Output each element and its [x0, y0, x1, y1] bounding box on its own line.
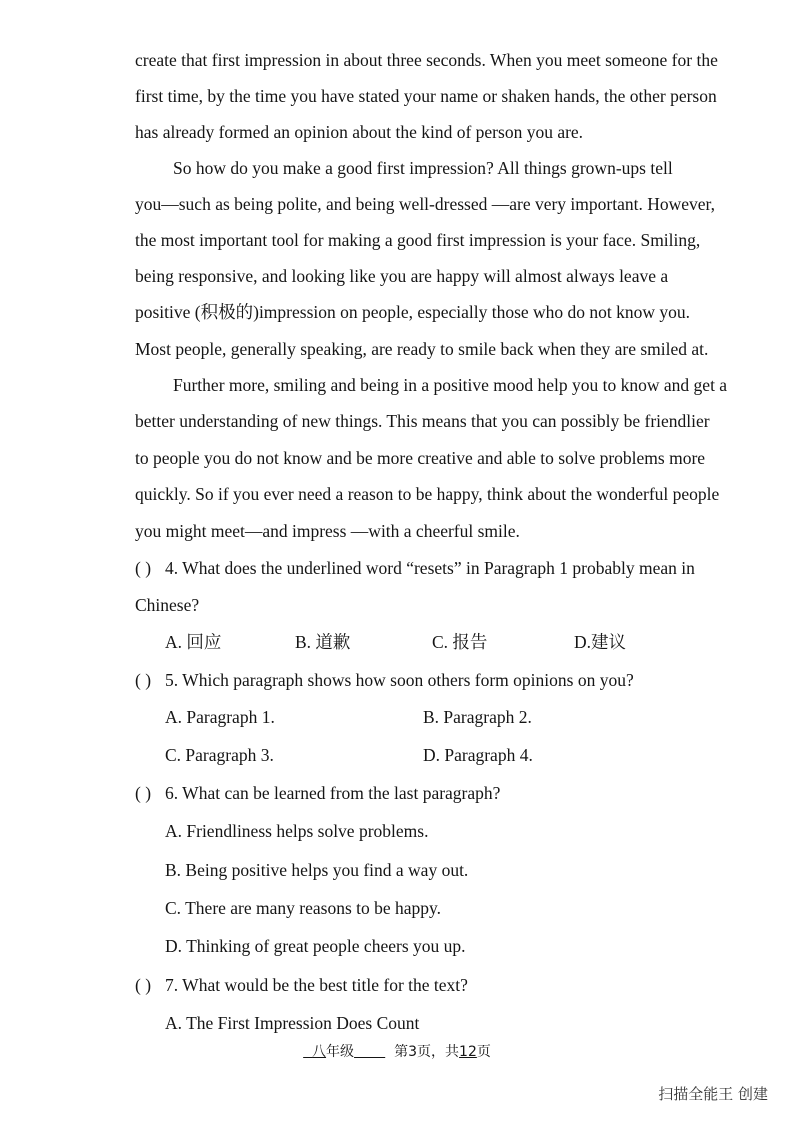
passage-line: create that first impression in about three seconds. When you meet someone for the: [135, 50, 718, 70]
option-a: A. Friendliness helps solve problems.: [165, 821, 429, 841]
answer-blank[interactable]: ( ): [135, 670, 152, 690]
page-number-suffix: 页: [476, 1044, 491, 1060]
question-4: [135, 558, 755, 578]
passage-line: So how do you make a good first impression? All things grown-ups tell: [173, 158, 673, 178]
option-a: A. 回应: [165, 632, 222, 652]
grade-blank: [354, 1044, 385, 1060]
page-total: 12: [459, 1044, 477, 1060]
page-number-prefix: 第3页，共: [394, 1044, 460, 1060]
grade-label: 年级: [326, 1044, 355, 1060]
passage-line: quickly. So if you ever need a reason to be happy, think about the wonderful people: [135, 484, 720, 504]
answer-blank[interactable]: ( ): [135, 558, 152, 578]
passage-line: being responsive, and looking like you are happy will almost always leave a: [135, 266, 669, 286]
grade-value: 八: [312, 1044, 327, 1060]
option-c: C. There are many reasons to be happy.: [165, 898, 442, 918]
option-b: B. Paragraph 2.: [423, 707, 532, 727]
passage-line: the most important tool for making a good first impression is your face. Smiling,: [135, 230, 701, 250]
question-6: [135, 783, 755, 803]
option-c: C. 报告: [432, 632, 488, 652]
question-4-cont: Chinese?: [135, 595, 200, 615]
question-text: 5. Which paragraph shows how soon others form opinions on you?: [165, 670, 634, 690]
passage-line: to people you do not know and be more creative and able to solve problems more: [135, 448, 706, 468]
answer-blank[interactable]: ( ): [135, 783, 152, 803]
passage-line: you might meet—and impress —with a cheerful smile.: [135, 521, 520, 541]
option-d: D.建议: [574, 632, 627, 652]
question-text: 6. What can be learned from the last paragraph?: [165, 783, 501, 803]
option-c: C. Paragraph 3.: [165, 745, 274, 765]
option-a: A. Paragraph 1.: [165, 707, 275, 727]
option-b: B. Being positive helps you find a way out.: [165, 860, 469, 880]
passage-line: Further more, smiling and being in a positive mood help you to know and get a: [173, 375, 728, 395]
option-d: D. Thinking of great people cheers you up.: [165, 936, 466, 956]
passage-line: has already formed an opinion about the kind of person you are.: [135, 122, 584, 142]
scanner-watermark: 扫描全能王 创建: [658, 1085, 768, 1103]
passage-line: first time, by the time you have stated your name or shaken hands, the other person: [135, 86, 717, 106]
question-5: [135, 670, 755, 690]
option-d: D. Paragraph 4.: [423, 745, 533, 765]
passage-line: positive (积极的)impression on people, especially those who do not know you.: [135, 302, 691, 322]
passage-line: Most people, generally speaking, are ready to smile back when they are smiled at.: [135, 339, 709, 359]
option-a: A. The First Impression Does Count: [165, 1013, 420, 1033]
passage-line: better understanding of new things. This means that you can possibly be friendlier: [135, 411, 710, 431]
option-b: B. 道歉: [295, 632, 351, 652]
page-footer: [0, 1041, 794, 1061]
passage-line: you—such as being polite, and being well-dressed —are very important. However,: [135, 194, 716, 214]
answer-blank[interactable]: ( ): [135, 975, 152, 995]
question-7: [135, 975, 755, 995]
question-text: 4. What does the underlined word “resets” in Paragraph 1 probably mean in: [165, 558, 695, 578]
question-text: 7. What would be the best title for the text?: [165, 975, 468, 995]
